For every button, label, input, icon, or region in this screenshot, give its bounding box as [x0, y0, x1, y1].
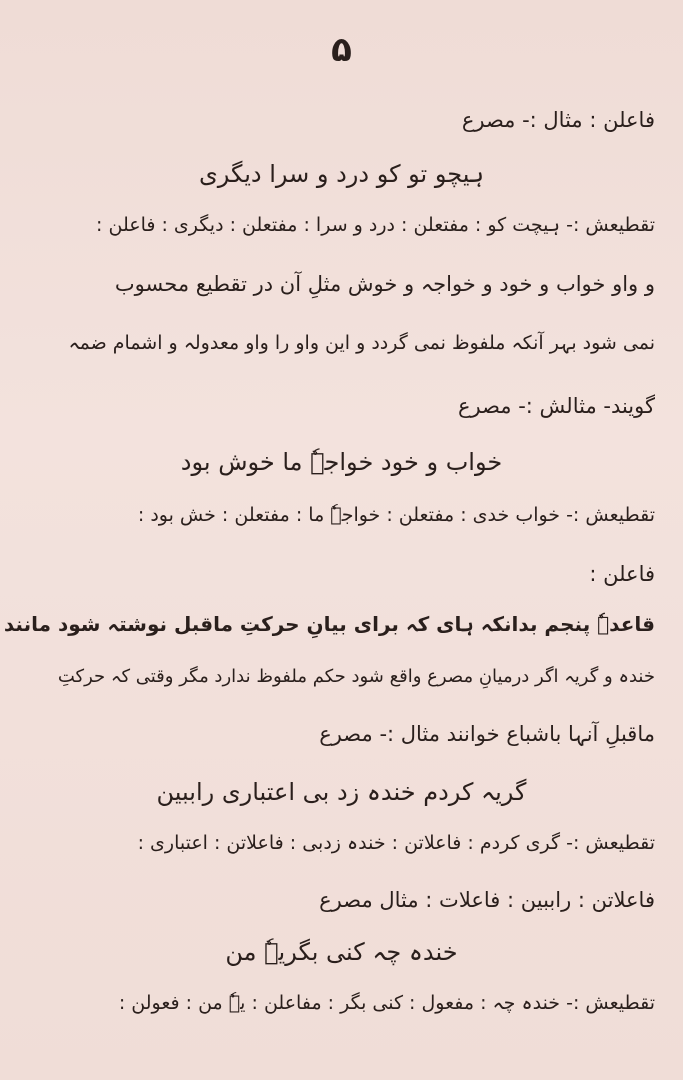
verse-line-3: گریہ کردم خندہ زد بی اعتباری راببین [156, 778, 527, 806]
text-line-8: قاعدہٗ پنجم بدانکہ ہای کہ برای بیانِ حرکتِ ماقبل نوشتہ شود مانند [3, 612, 655, 636]
text-line-11: تقطیعش :- گری کردم : فاعلاتن : خندہ زدبی : فاعلاتن : اعتباری : [137, 832, 655, 854]
text-line-10: ماقبلِ آنہا باشباع خوانند مثال :- مصرع [319, 722, 655, 746]
verse-line-1: ہیچو تو کو درد و سرا دیگری [198, 160, 485, 188]
text-line-12: فاعلاتن : راببین : فاعلات : مثال مصرع [319, 888, 655, 912]
verse-line-2: خواب و خود خواجہٗ ما خوش بود [180, 448, 503, 476]
text-line-1: فاعلن : مثال :- مصرع [461, 108, 655, 132]
text-line-13: تقطیعش :- خندہ چہ : مفعول : کنی بگر : مفاعلن : یہٗ من : فعولن : [118, 992, 655, 1014]
text-line-7: فاعلن : [589, 562, 655, 586]
text-line-2: تقطیعش :- ہیچت کو : مفتعلن : درد و سرا : مفتعلن : دیگری : فاعلن : [96, 214, 655, 236]
verse-line-4: خندہ چہ کنی بگریہٗ من [225, 938, 458, 966]
text-line-3: و واو خواب و خود و خواجہ و خوش مثلِ آن در تقطیع محسوب [114, 272, 655, 296]
page-number: ۵ [331, 30, 352, 70]
text-line-6: تقطیعش :- خواب خدی : مفتعلن : خواجہٗ ما : مفتعلن : خش بود : [137, 504, 655, 526]
text-line-5: گویند- مثالش :- مصرع [457, 394, 655, 418]
text-line-9: خندہ و گریہ اگر درمیانِ مصرع واقع شود حکم ملفوظ ندارد مگر وقتی کہ حرکتِ [57, 666, 655, 687]
text-line-4: نمی شود بہر آنکہ ملفوظ نمی گردد و این واو را واو معدولہ و اشمام ضمہ [68, 332, 655, 354]
